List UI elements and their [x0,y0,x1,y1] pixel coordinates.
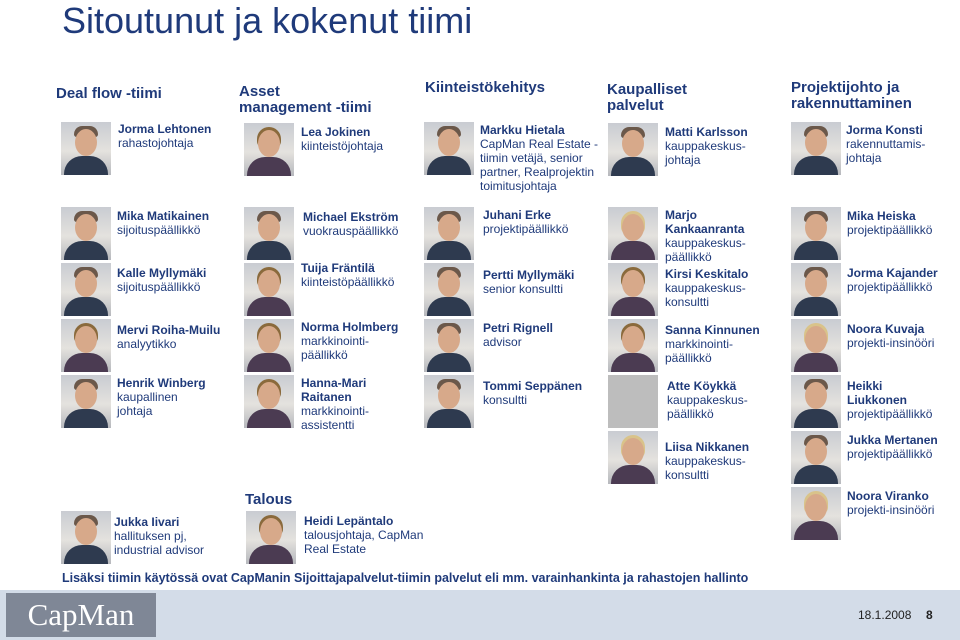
person-role: rahastojohtaja [118,136,194,150]
photo-sanna-kinnunen [608,319,658,372]
person-noora-kuvaja [847,322,934,350]
person-name: Kirsi Keskitalo [665,267,749,281]
person-name: Jorma Lehtonen [118,122,212,136]
photo-heikki-liukkonen [791,375,841,428]
photo-michael-ekstrom [244,207,294,260]
photo-jukka-mertanen [791,431,841,484]
person-name: Mervi Roiha-Muilu [117,323,221,337]
person-norma-holmberg [301,320,398,362]
person-role: CapMan Real Estate - tiimin vetäjä, senior partner, Realprojektin toimitusjohtaja [480,137,599,193]
person-name: Mika Heiska [847,209,916,223]
person-name: Kalle Myllymäki [117,266,207,280]
person-role: projekti-insinööri [847,503,935,517]
photo-kirsi-keskitalo [608,263,658,316]
person-name: Jorma Kajander [847,266,938,280]
footnote: Lisäksi tiimin käytössä ovat CapManin Sijoittajapalvelut-tiimin palvelut eli mm. varainhankinta ja rahastojen hallinto [62,571,749,585]
person-role: kiinteistöjohtaja [301,139,384,153]
person-petri-rignell [483,321,553,349]
person-jukka-mertanen [847,433,938,461]
photo-markku-hietala [424,122,474,175]
team-title-asset-management: Asset management -tiimi [239,83,372,116]
photo-pertti-myllymaki [424,263,474,316]
person-name: Petri Rignell [483,321,554,335]
person-henrik-winberg [117,376,206,418]
person-role: projektipäällikkö [847,447,933,461]
person-name: Heidi Lepäntalo [304,514,394,528]
person-role: vuokrauspäällikkö [303,224,399,238]
person-name: Noora Kuvaja [847,322,925,336]
photo-mervi-roiha-muilu [61,319,111,372]
person-atte-koykka [667,379,748,421]
photo-matti-karlsson [608,123,658,176]
person-role: markkinointi- päällikkö [301,334,370,362]
person-markku-hietala [480,123,598,193]
person-role: projektipäällikkö [483,222,569,236]
person-role: markkinointi- assistentti [301,404,370,432]
person-role: hallituksen pj, industrial advisor [114,529,205,557]
person-tuija-frantila [301,261,394,289]
person-name: Norma Holmberg [301,320,399,334]
person-heikki-liukkonen [847,379,932,421]
photo-lea-jokinen [244,123,294,176]
team-title-talous: Talous [245,491,293,508]
person-heidi-lepantalo [304,514,423,556]
person-name: Jorma Konsti [846,123,923,137]
photo-tommi-seppanen [424,375,474,428]
person-name: Noora Viranko [847,489,929,503]
person-name: Jukka Mertanen [847,433,938,447]
person-name: Lea Jokinen [301,125,371,139]
person-name: Henrik Winberg [117,376,206,390]
person-role: sijoituspäällikkö [117,223,201,237]
person-sanna-kinnunen [665,323,760,365]
person-name: Markku Hietala [480,123,565,137]
photo-mika-heiska [791,207,841,260]
person-role: sijoituspäällikkö [117,280,201,294]
footer-bar [0,590,960,640]
person-jukka-iivari [114,515,204,557]
person-juhani-erke [483,208,568,236]
person-role: rakennuttamis- johtaja [846,137,926,165]
person-role: kauppakeskus- konsultti [665,454,746,482]
photo-jorma-kajander [791,263,841,316]
team-title-kaupalliset-palvelut: Kaupalliset palvelut [607,81,688,114]
person-name: Juhani Erke [483,208,552,222]
person-kirsi-keskitalo [665,267,748,309]
person-role: kauppakeskus- päällikkö [667,393,748,421]
person-name: Jukka Iivari [114,515,180,529]
capman-logo: CapMan [6,593,156,637]
photo-hanna-mari-raitanen [244,375,294,428]
team-title-deal-flow: Deal flow -tiimi [56,85,162,102]
footer-date: 18.1.2008 [858,608,912,622]
person-jorma-kajander [847,266,938,294]
team-title-kiinteistokehitys: Kiinteistökehitys [425,79,546,96]
person-name: Sanna Kinnunen [665,323,760,337]
person-mika-heiska [847,209,932,237]
person-role: talousjohtaja, CapMan Real Estate [304,528,424,556]
person-role: projektipäällikkö [847,280,933,294]
person-name: Liisa Nikkanen [665,440,750,454]
photo-marjo-kankaanranta [608,207,658,260]
slide-title: Sitoutunut ja kokenut tiimi [62,0,473,41]
person-name: Mika Matikainen [117,209,210,223]
person-role: senior konsultti [483,282,564,296]
person-role: konsultti [483,393,528,407]
photo-placeholder-atte-koykka [608,375,658,428]
person-role: kauppakeskus- konsultti [665,281,746,309]
person-role: markkinointi- päällikkö [665,337,734,365]
person-name: Matti Karlsson [665,125,748,139]
photo-henrik-winberg [61,375,111,428]
person-noora-viranko [847,489,934,517]
person-jorma-konsti [846,123,925,165]
person-role: kiinteistöpäällikkö [301,275,395,289]
person-role: kauppakeskus- päällikkö [665,236,746,264]
person-lea-jokinen [301,125,383,153]
photo-jorma-lehtonen [61,122,111,175]
person-jorma-lehtonen [118,122,211,150]
photo-kalle-myllymaki [61,263,111,316]
person-michael-ekstrom [303,210,398,238]
person-name: Heikki Liukkonen [847,379,908,407]
person-name: Michael Ekström [303,210,399,224]
person-mervi-roiha-muilu [117,323,220,351]
person-name: Tuija Fräntilä [301,261,375,275]
page-number: 8 [926,608,933,622]
person-kalle-myllymaki [117,266,206,294]
photo-heidi-lepantalo [246,511,296,564]
person-marjo-kankaanranta [665,208,746,264]
photo-noora-kuvaja [791,319,841,372]
person-liisa-nikkanen [665,440,749,482]
person-matti-karlsson [665,125,748,167]
person-role: projektipäällikkö [847,407,933,421]
person-name: Atte Köykkä [667,379,737,393]
team-title-projektijohto: Projektijohto ja rakennuttaminen [791,79,912,112]
photo-juhani-erke [424,207,474,260]
person-role: advisor [483,335,522,349]
photo-tuija-frantila [244,263,294,316]
photo-liisa-nikkanen [608,431,658,484]
photo-mika-matikainen [61,207,111,260]
photo-jukka-iivari [61,511,111,564]
person-mika-matikainen [117,209,209,237]
person-hanna-mari-raitanen [301,376,369,432]
photo-jorma-konsti [791,122,841,175]
person-role: projekti-insinööri [847,336,935,350]
person-name: Hanna-Mari Raitanen [301,376,367,404]
photo-petri-rignell [424,319,474,372]
person-name: Tommi Seppänen [483,379,583,393]
photo-norma-holmberg [244,319,294,372]
person-name: Pertti Myllymäki [483,268,575,282]
person-role: kaupallinen johtaja [117,390,178,418]
person-role: analyytikko [117,337,177,351]
person-role: kauppakeskus- johtaja [665,139,746,167]
person-role: projektipäällikkö [847,223,933,237]
person-pertti-myllymaki [483,268,574,296]
person-tommi-seppanen [483,379,582,407]
person-name: Marjo Kankaanranta [665,208,745,236]
photo-noora-viranko [791,487,841,540]
